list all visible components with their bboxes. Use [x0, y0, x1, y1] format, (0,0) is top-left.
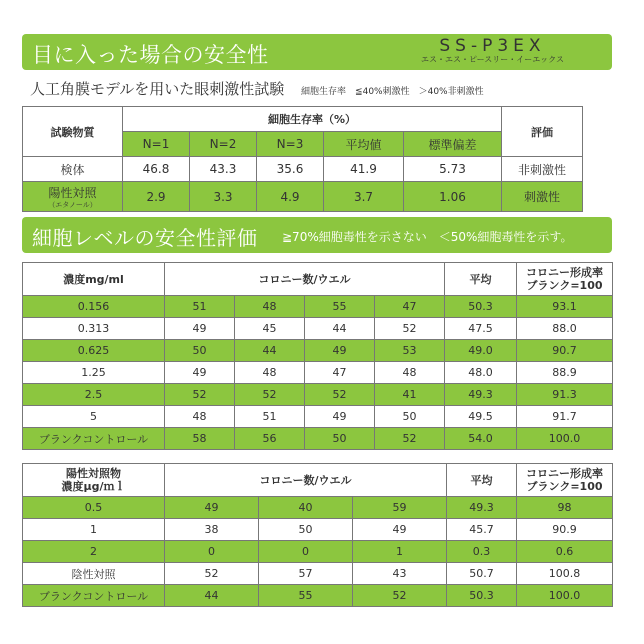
table-row: [23, 541, 613, 563]
count-cell: 55: [305, 296, 375, 318]
section-header-eye-safety: [22, 34, 612, 70]
table-row: [23, 585, 613, 607]
conc-cell: ブランクコントロール: [23, 585, 165, 607]
count-cell: 50: [305, 428, 375, 450]
conc-cell: 0.313: [23, 318, 165, 340]
conc-cell: 陰性対照: [23, 563, 165, 585]
avg-cell: 0.3: [447, 541, 517, 563]
table-row: [23, 318, 613, 340]
count-cell: 53: [375, 340, 445, 362]
conc-cell: 5: [23, 406, 165, 428]
count-cell: 57: [259, 563, 353, 585]
rate-cell: 88.0: [517, 318, 613, 340]
count-cell: 52: [165, 563, 259, 585]
count-cell: 49: [305, 340, 375, 362]
subheader: N=3: [257, 132, 324, 157]
conc-cell: 1.25: [23, 362, 165, 384]
header-avg: 平均: [445, 263, 517, 296]
section-title: 細胞レベルの安全性評価: [32, 226, 258, 250]
count-cell: 50: [165, 340, 235, 362]
count-cell: 52: [375, 318, 445, 340]
rate-cell: 88.9: [517, 362, 613, 384]
header-rate: コロニー形成率 ブランク=100: [517, 263, 613, 296]
avg-cell: 50.3: [447, 585, 517, 607]
count-cell: 50: [375, 406, 445, 428]
conc-cell: 2.5: [23, 384, 165, 406]
count-cell: 49: [165, 318, 235, 340]
row-name: 検体: [23, 157, 123, 182]
test1-heading-row: [30, 78, 484, 99]
cell: 3.3: [190, 182, 257, 212]
conc-cell: 0.5: [23, 497, 165, 519]
cell: 43.3: [190, 157, 257, 182]
header-rate: コロニー形成率 ブランク=100: [517, 464, 613, 497]
count-cell: 44: [305, 318, 375, 340]
avg-cell: 48.0: [445, 362, 517, 384]
count-cell: 49: [305, 406, 375, 428]
avg-cell: 50.3: [445, 296, 517, 318]
count-cell: 49: [165, 497, 259, 519]
rate-cell: 98: [517, 497, 613, 519]
avg-cell: 49.0: [445, 340, 517, 362]
table-row: [23, 497, 613, 519]
table-row: [23, 384, 613, 406]
row-name: 陽性対照: [48, 186, 97, 200]
rate-cell: 90.9: [517, 519, 613, 541]
count-cell: 0: [259, 541, 353, 563]
table-row: [23, 296, 613, 318]
table-row: [23, 563, 613, 585]
count-cell: 52: [353, 585, 447, 607]
header-eval: 評価: [502, 107, 583, 157]
rate-cell: 91.7: [517, 406, 613, 428]
header-substance: 試験物質: [23, 107, 123, 157]
count-cell: 49: [353, 519, 447, 541]
rate-cell: 100.8: [517, 563, 613, 585]
cell: 1.06: [404, 182, 502, 212]
conc-cell: 1: [23, 519, 165, 541]
cell: 46.8: [123, 157, 190, 182]
cell: 41.9: [324, 157, 404, 182]
conc-cell: 0.156: [23, 296, 165, 318]
rate-cell: 90.7: [517, 340, 613, 362]
test2-criteria: ≧70%細胞毒性を示さない ＜50%細胞毒性を示す。: [282, 230, 573, 244]
header-survival: 細胞生存率（%）: [123, 107, 502, 132]
count-cell: 44: [165, 585, 259, 607]
count-cell: 49: [165, 362, 235, 384]
row-name-cell: [23, 182, 123, 212]
avg-cell: 54.0: [445, 428, 517, 450]
count-cell: 48: [235, 296, 305, 318]
count-cell: 41: [375, 384, 445, 406]
header-conc: 濃度mg/ml: [23, 263, 165, 296]
count-cell: 56: [235, 428, 305, 450]
eye-irritation-table: [22, 106, 583, 212]
row-eval: 刺激性: [502, 182, 583, 212]
avg-cell: 47.5: [445, 318, 517, 340]
count-cell: 52: [165, 384, 235, 406]
test1-heading: 人工角膜モデルを用いた眼刺激性試験: [30, 80, 285, 98]
rate-cell: 0.6: [517, 541, 613, 563]
table-row: [23, 362, 613, 384]
subheader: 標準偏差: [404, 132, 502, 157]
test1-criteria: 細胞生存率 ≦40%刺激性 ＞40%非刺激性: [301, 87, 484, 97]
cell: 4.9: [257, 182, 324, 212]
cell: 5.73: [404, 157, 502, 182]
count-cell: 51: [235, 406, 305, 428]
conc-cell: 2: [23, 541, 165, 563]
table-row: [23, 428, 613, 450]
rate-cell: 91.3: [517, 384, 613, 406]
count-cell: 48: [375, 362, 445, 384]
product-label: [421, 36, 564, 65]
header-avg: 平均: [447, 464, 517, 497]
rate-cell: 100.0: [517, 428, 613, 450]
table-row: [23, 182, 583, 212]
count-cell: 58: [165, 428, 235, 450]
count-cell: 40: [259, 497, 353, 519]
count-cell: 1: [353, 541, 447, 563]
cell: 3.7: [324, 182, 404, 212]
colony-table-positive-control: [22, 463, 613, 607]
count-cell: 50: [259, 519, 353, 541]
conc-cell: ブランクコントロール: [23, 428, 165, 450]
rate-cell: 93.1: [517, 296, 613, 318]
avg-cell: 49.3: [447, 497, 517, 519]
table-row: [23, 406, 613, 428]
rate-cell: 100.0: [517, 585, 613, 607]
subheader: 平均値: [324, 132, 404, 157]
section-header-cell-safety: [22, 217, 612, 253]
count-cell: 52: [375, 428, 445, 450]
count-cell: 52: [305, 384, 375, 406]
table-row: [23, 340, 613, 362]
count-cell: 59: [353, 497, 447, 519]
count-cell: 44: [235, 340, 305, 362]
count-cell: 51: [165, 296, 235, 318]
avg-cell: 49.5: [445, 406, 517, 428]
count-cell: 47: [375, 296, 445, 318]
count-cell: 45: [235, 318, 305, 340]
colony-table-sample: [22, 262, 613, 450]
table-row: [23, 519, 613, 541]
subheader: N=2: [190, 132, 257, 157]
avg-cell: 45.7: [447, 519, 517, 541]
count-cell: 47: [305, 362, 375, 384]
count-cell: 55: [259, 585, 353, 607]
table-row: [23, 157, 583, 182]
avg-cell: 49.3: [445, 384, 517, 406]
count-cell: 0: [165, 541, 259, 563]
avg-cell: 50.7: [447, 563, 517, 585]
subheader: N=1: [123, 132, 190, 157]
conc-cell: 0.625: [23, 340, 165, 362]
row-eval: 非刺激性: [502, 157, 583, 182]
count-cell: 48: [235, 362, 305, 384]
row-note: （エタノール）: [48, 201, 97, 209]
cell: 2.9: [123, 182, 190, 212]
count-cell: 48: [165, 406, 235, 428]
header-colony: コロニー数/ウエル: [165, 464, 447, 497]
section-title: 目に入った場合の安全性: [32, 43, 269, 67]
header-conc: 陽性対照物 濃度μg/ｍｌ: [23, 464, 165, 497]
header-colony: コロニー数/ウエル: [165, 263, 445, 296]
count-cell: 43: [353, 563, 447, 585]
count-cell: 52: [235, 384, 305, 406]
product-kana: エス・エス・ピースリー・イーエックス: [420, 55, 564, 64]
cell: 35.6: [257, 157, 324, 182]
product-code: SS-P3EX: [439, 36, 546, 56]
count-cell: 38: [165, 519, 259, 541]
